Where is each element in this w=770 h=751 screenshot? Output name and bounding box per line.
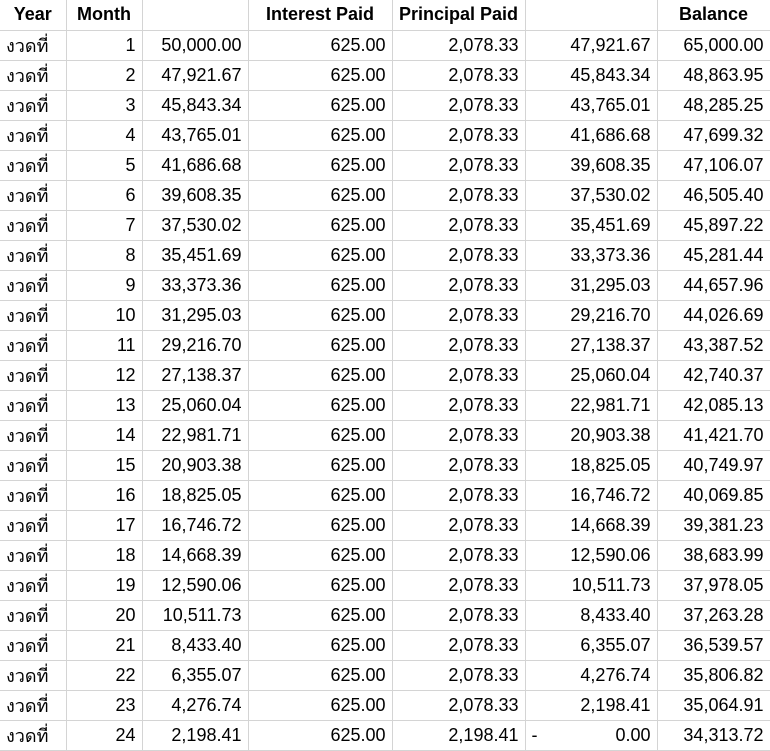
cell-remaining[interactable] (525, 30, 657, 60)
remaining-value: 37,530.02 (570, 184, 651, 205)
table-row (0, 360, 770, 390)
cell-interest-paid[interactable]: 625.00 (248, 30, 392, 60)
cell-year[interactable]: งวดที่ (0, 30, 66, 60)
cell-remaining[interactable] (525, 420, 657, 450)
cell-remaining[interactable] (525, 510, 657, 540)
table-row (0, 60, 770, 90)
cell-principal-paid[interactable]: 2,078.33 (392, 540, 525, 570)
cell-principal-paid[interactable]: 2,078.33 (392, 150, 525, 180)
cell-balance[interactable]: 46,505.40 (657, 180, 770, 210)
cell-balance[interactable]: 45,281.44 (657, 240, 770, 270)
cell-month[interactable]: 23 (66, 690, 142, 720)
cell-month[interactable]: 13 (66, 390, 142, 420)
cell-month[interactable]: 21 (66, 630, 142, 660)
cell-balance[interactable]: 40,749.97 (657, 450, 770, 480)
cell-opening-balance[interactable]: 20,903.38 (142, 450, 248, 480)
cell-remaining[interactable] (525, 60, 657, 90)
cell-opening-balance[interactable]: 25,060.04 (142, 390, 248, 420)
table-row (0, 120, 770, 150)
cell-month[interactable]: 2 (66, 60, 142, 90)
remaining-value: 2,198.41 (580, 694, 651, 715)
cell-remaining[interactable] (525, 360, 657, 390)
cell-interest-paid[interactable]: 625.00 (248, 540, 392, 570)
cell-year[interactable]: งวดที่ (0, 60, 66, 90)
remaining-value: 6,355.07 (580, 634, 651, 655)
remaining-value: 47,921.67 (570, 34, 651, 55)
cell-principal-paid[interactable]: 2,078.33 (392, 30, 525, 60)
cell-balance[interactable]: 41,421.70 (657, 420, 770, 450)
cell-remaining[interactable] (525, 450, 657, 480)
cell-opening-balance[interactable]: 14,668.39 (142, 540, 248, 570)
cell-interest-paid[interactable]: 625.00 (248, 480, 392, 510)
cell-interest-paid[interactable]: 625.00 (248, 240, 392, 270)
cell-month[interactable]: 15 (66, 450, 142, 480)
cell-year[interactable]: งวดที่ (0, 120, 66, 150)
table-row (0, 600, 770, 630)
cell-opening-balance[interactable]: 50,000.00 (142, 30, 248, 60)
cell-month[interactable]: 19 (66, 570, 142, 600)
cell-opening-balance[interactable]: 41,686.68 (142, 150, 248, 180)
cell-year[interactable]: งวดที่ (0, 660, 66, 690)
remaining-value: 31,295.03 (570, 274, 651, 295)
cell-remaining[interactable] (525, 300, 657, 330)
cell-month[interactable]: 22 (66, 660, 142, 690)
cell-principal-paid[interactable]: 2,078.33 (392, 90, 525, 120)
cell-remaining[interactable] (525, 690, 657, 720)
cell-principal-paid[interactable]: 2,078.33 (392, 480, 525, 510)
table-row (0, 540, 770, 570)
cell-year[interactable]: งวดที่ (0, 420, 66, 450)
cell-month[interactable]: 3 (66, 90, 142, 120)
cell-opening-balance[interactable]: 16,746.72 (142, 510, 248, 540)
header-year[interactable]: Year (0, 0, 66, 30)
cell-principal-paid[interactable]: 2,078.33 (392, 360, 525, 390)
table-row (0, 240, 770, 270)
cell-month[interactable]: 20 (66, 600, 142, 630)
cell-year[interactable]: งวดที่ (0, 300, 66, 330)
table-row (0, 690, 770, 720)
cell-month[interactable]: 9 (66, 270, 142, 300)
table-row (0, 450, 770, 480)
remaining-value: 16,746.72 (570, 484, 651, 505)
table-row (0, 90, 770, 120)
cell-remaining[interactable] (525, 270, 657, 300)
cell-year[interactable]: งวดที่ (0, 510, 66, 540)
cell-balance[interactable]: 35,806.82 (657, 660, 770, 690)
table-row (0, 330, 770, 360)
cell-balance[interactable]: 36,539.57 (657, 630, 770, 660)
cell-balance[interactable]: 38,683.99 (657, 540, 770, 570)
cell-year[interactable]: งวดที่ (0, 690, 66, 720)
cell-principal-paid[interactable]: 2,078.33 (392, 210, 525, 240)
cell-interest-paid[interactable]: 625.00 (248, 690, 392, 720)
cell-month[interactable]: 10 (66, 300, 142, 330)
cell-balance[interactable]: 48,863.95 (657, 60, 770, 90)
cell-opening-balance[interactable]: 2,198.41 (142, 720, 248, 750)
cell-interest-paid[interactable]: 625.00 (248, 90, 392, 120)
header-balance[interactable]: Balance (657, 0, 770, 30)
cell-principal-paid[interactable]: 2,078.33 (392, 570, 525, 600)
cell-principal-paid[interactable]: 2,078.33 (392, 270, 525, 300)
header-principal-paid[interactable]: Principal Paid (392, 0, 525, 30)
table-row (0, 150, 770, 180)
remaining-value: 22,981.71 (570, 394, 651, 415)
cell-opening-balance[interactable]: 6,355.07 (142, 660, 248, 690)
cell-opening-balance[interactable]: 27,138.37 (142, 360, 248, 390)
remaining-value: 0.00 (615, 724, 651, 745)
remaining-value: 33,373.36 (570, 244, 651, 265)
header-month[interactable]: Month (66, 0, 142, 30)
remaining-value: 10,511.73 (571, 574, 651, 595)
cell-year[interactable]: งวดที่ (0, 210, 66, 240)
cell-opening-balance[interactable]: 22,981.71 (142, 420, 248, 450)
cell-remaining[interactable] (525, 150, 657, 180)
remaining-value: 39,608.35 (570, 154, 651, 175)
cell-year[interactable]: งวดที่ (0, 540, 66, 570)
cell-balance[interactable]: 37,978.05 (657, 570, 770, 600)
cell-remaining[interactable] (525, 120, 657, 150)
cell-principal-paid[interactable]: 2,078.33 (392, 300, 525, 330)
table-row (0, 570, 770, 600)
cell-interest-paid[interactable]: 625.00 (248, 300, 392, 330)
cell-month[interactable]: 5 (66, 150, 142, 180)
cell-principal-paid[interactable]: 2,078.33 (392, 510, 525, 540)
cell-year[interactable]: งวดที่ (0, 150, 66, 180)
cell-balance[interactable]: 34,313.72 (657, 720, 770, 750)
cell-interest-paid[interactable]: 625.00 (248, 720, 392, 750)
cell-principal-paid[interactable]: 2,198.41 (392, 720, 525, 750)
cell-year[interactable]: งวดที่ (0, 450, 66, 480)
cell-remaining[interactable] (525, 240, 657, 270)
cell-remaining[interactable] (525, 180, 657, 210)
cell-remaining[interactable] (525, 630, 657, 660)
cell-interest-paid[interactable]: 625.00 (248, 570, 392, 600)
cell-interest-paid[interactable]: 625.00 (248, 270, 392, 300)
cell-interest-paid[interactable]: 625.00 (248, 120, 392, 150)
cell-month[interactable]: 16 (66, 480, 142, 510)
cell-remaining[interactable] (525, 600, 657, 630)
cell-balance[interactable]: 48,285.25 (657, 90, 770, 120)
cell-remaining[interactable] (525, 330, 657, 360)
remaining-value: 43,765.01 (570, 94, 651, 115)
cell-year[interactable]: งวดที่ (0, 390, 66, 420)
cell-balance[interactable]: 42,740.37 (657, 360, 770, 390)
cell-principal-paid[interactable]: 2,078.33 (392, 60, 525, 90)
cell-month[interactable]: 11 (66, 330, 142, 360)
cell-opening-balance[interactable]: 4,276.74 (142, 690, 248, 720)
table-row (0, 30, 770, 60)
cell-interest-paid[interactable]: 625.00 (248, 150, 392, 180)
remaining-value: 29,216.70 (570, 304, 651, 325)
cell-interest-paid[interactable]: 625.00 (248, 210, 392, 240)
cell-year[interactable]: งวดที่ (0, 360, 66, 390)
cell-month[interactable]: 18 (66, 540, 142, 570)
cell-month[interactable]: 17 (66, 510, 142, 540)
cell-month[interactable]: 8 (66, 240, 142, 270)
table-row (0, 300, 770, 330)
cell-month[interactable]: 6 (66, 180, 142, 210)
cell-remaining[interactable] (525, 660, 657, 690)
cell-principal-paid[interactable]: 2,078.33 (392, 330, 525, 360)
table-row (0, 510, 770, 540)
remaining-value: 14,668.39 (570, 514, 651, 535)
cell-month[interactable]: 12 (66, 360, 142, 390)
cell-principal-paid[interactable]: 2,078.33 (392, 120, 525, 150)
cell-year[interactable]: งวดที่ (0, 90, 66, 120)
cell-year[interactable]: งวดที่ (0, 180, 66, 210)
cell-opening-balance[interactable]: 31,295.03 (142, 300, 248, 330)
cell-principal-paid[interactable]: 2,078.33 (392, 390, 525, 420)
cell-month[interactable]: 14 (66, 420, 142, 450)
table-row (0, 630, 770, 660)
cell-remaining[interactable] (525, 90, 657, 120)
cell-opening-balance[interactable]: 35,451.69 (142, 240, 248, 270)
cell-balance[interactable]: 47,699.32 (657, 120, 770, 150)
cell-remaining[interactable] (525, 570, 657, 600)
cell-interest-paid[interactable]: 625.00 (248, 660, 392, 690)
cell-interest-paid[interactable]: 625.00 (248, 420, 392, 450)
remaining-prefix: - (531, 724, 538, 745)
cell-principal-paid[interactable]: 2,078.33 (392, 630, 525, 660)
remaining-value: 25,060.04 (570, 364, 651, 385)
cell-opening-balance[interactable]: 29,216.70 (142, 330, 248, 360)
cell-remaining[interactable] (525, 540, 657, 570)
remaining-value: 12,590.06 (570, 544, 651, 565)
table-row (0, 270, 770, 300)
cell-balance[interactable]: 43,387.52 (657, 330, 770, 360)
cell-month[interactable]: 24 (66, 720, 142, 750)
cell-balance[interactable]: 45,897.22 (657, 210, 770, 240)
cell-interest-paid[interactable]: 625.00 (248, 60, 392, 90)
cell-month[interactable]: 4 (66, 120, 142, 150)
cell-interest-paid[interactable]: 625.00 (248, 630, 392, 660)
cell-opening-balance[interactable]: 43,765.01 (142, 120, 248, 150)
cell-balance[interactable]: 39,381.23 (657, 510, 770, 540)
cell-principal-paid[interactable]: 2,078.33 (392, 660, 525, 690)
cell-year[interactable]: งวดที่ (0, 600, 66, 630)
cell-interest-paid[interactable]: 625.00 (248, 360, 392, 390)
remaining-value: 18,825.05 (570, 454, 651, 475)
header-remaining[interactable] (525, 0, 657, 30)
remaining-value: 27,138.37 (570, 334, 651, 355)
cell-opening-balance[interactable]: 45,843.34 (142, 90, 248, 120)
cell-opening-balance[interactable]: 8,433.40 (142, 630, 248, 660)
cell-principal-paid[interactable]: 2,078.33 (392, 180, 525, 210)
remaining-value: 20,903.38 (570, 424, 651, 445)
cell-opening-balance[interactable]: 18,825.05 (142, 480, 248, 510)
remaining-value: 45,843.34 (570, 64, 651, 85)
cell-balance[interactable]: 44,657.96 (657, 270, 770, 300)
cell-balance[interactable]: 47,106.07 (657, 150, 770, 180)
cell-month[interactable]: 1 (66, 30, 142, 60)
cell-opening-balance[interactable]: 33,373.36 (142, 270, 248, 300)
cell-principal-paid[interactable]: 2,078.33 (392, 450, 525, 480)
cell-year[interactable]: งวดที่ (0, 720, 66, 750)
remaining-value: 8,433.40 (580, 604, 651, 625)
table-row (0, 180, 770, 210)
cell-remaining[interactable] (525, 480, 657, 510)
table-row (0, 480, 770, 510)
cell-opening-balance[interactable]: 37,530.02 (142, 210, 248, 240)
cell-remaining[interactable] (525, 390, 657, 420)
cell-principal-paid[interactable]: 2,078.33 (392, 420, 525, 450)
table-row (0, 720, 770, 750)
cell-remaining[interactable] (525, 210, 657, 240)
cell-interest-paid[interactable]: 625.00 (248, 330, 392, 360)
cell-interest-paid[interactable]: 625.00 (248, 450, 392, 480)
cell-opening-balance[interactable]: 12,590.06 (142, 570, 248, 600)
cell-year[interactable]: งวดที่ (0, 570, 66, 600)
table-body (0, 30, 770, 750)
cell-interest-paid[interactable]: 625.00 (248, 180, 392, 210)
header-opening[interactable] (142, 0, 248, 30)
cell-remaining[interactable] (525, 720, 657, 750)
cell-interest-paid[interactable]: 625.00 (248, 600, 392, 630)
cell-month[interactable]: 7 (66, 210, 142, 240)
cell-year[interactable]: งวดที่ (0, 630, 66, 660)
table-row (0, 420, 770, 450)
cell-balance[interactable]: 42,085.13 (657, 390, 770, 420)
remaining-value: 41,686.68 (570, 124, 651, 145)
cell-principal-paid[interactable]: 2,078.33 (392, 600, 525, 630)
cell-balance[interactable]: 35,064.91 (657, 690, 770, 720)
cell-year[interactable]: งวดที่ (0, 240, 66, 270)
cell-opening-balance[interactable]: 47,921.67 (142, 60, 248, 90)
cell-balance[interactable]: 40,069.85 (657, 480, 770, 510)
cell-opening-balance[interactable]: 10,511.73 (142, 600, 248, 630)
cell-opening-balance[interactable]: 39,608.35 (142, 180, 248, 210)
cell-principal-paid[interactable]: 2,078.33 (392, 240, 525, 270)
table-row (0, 660, 770, 690)
cell-balance[interactable]: 37,263.28 (657, 600, 770, 630)
table-row (0, 390, 770, 420)
header-row (0, 0, 770, 30)
cell-year[interactable]: งวดที่ (0, 330, 66, 360)
table-row (0, 210, 770, 240)
cell-interest-paid[interactable]: 625.00 (248, 390, 392, 420)
remaining-value: 4,276.74 (580, 664, 651, 685)
cell-balance[interactable]: 44,026.69 (657, 300, 770, 330)
cell-year[interactable]: งวดที่ (0, 480, 66, 510)
remaining-value: 35,451.69 (570, 214, 651, 235)
cell-year[interactable]: งวดที่ (0, 270, 66, 300)
cell-interest-paid[interactable]: 625.00 (248, 510, 392, 540)
cell-balance[interactable]: 65,000.00 (657, 30, 770, 60)
header-interest-paid[interactable]: Interest Paid (248, 0, 392, 30)
cell-principal-paid[interactable]: 2,078.33 (392, 690, 525, 720)
